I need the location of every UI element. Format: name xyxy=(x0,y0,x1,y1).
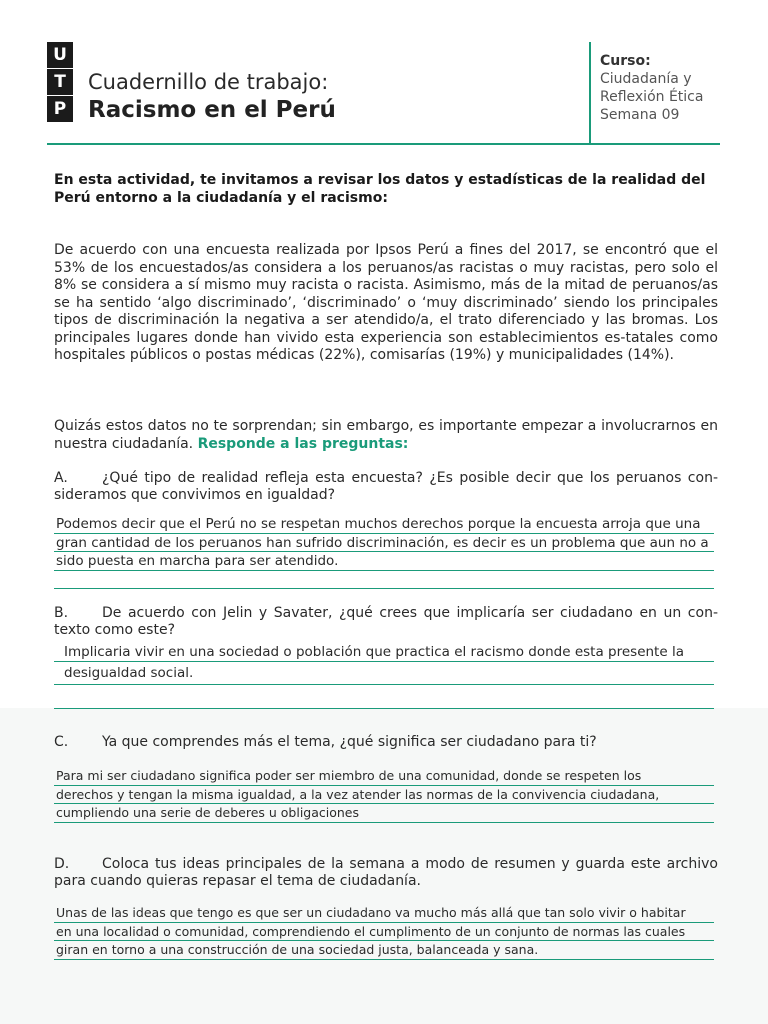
question-text: Ya que comprendes más el tema, ¿qué significa ser ciudadano para ti? xyxy=(102,734,597,750)
question-letter: B. xyxy=(54,605,69,621)
question-letter: C. xyxy=(54,734,69,750)
intro-text: En esta actividad, te invitamos a revisar los datos y estadísticas de la realidad del Perú entorno a la ciudadanía y el racismo: xyxy=(54,172,706,206)
survey-paragraph: De acuerdo con una encuesta realizada por Ipsos Perú a fines del 2017, se encontró que el 53% de los encuestados/as considera a los peruanos/as racistas o muy racistas, pero solo el 8% se considera a sí mismo muy racista o racista. Asimismo, más de la mitad de peruanos/as se ha sentido ‘algo discriminado’, ‘discriminado’ o ‘muy discriminado’ siendo los principales tipos de discriminación la negativa a ser atendido/a, el trato diferenciado y las bromas. Los principales lugares donde han vivido esta experiencia son establecimientos es-tatales como hospitales públicos o postas médicas (22%), comisarías (19%) y municipalidades (14%). xyxy=(54,242,718,363)
answer-line: giran en torno a una construcción de una sociedad justa, balanceada y sana. xyxy=(54,941,714,960)
logo-letter-p: P xyxy=(47,96,73,122)
answer-line: en una localidad o comunidad, comprendiendo el cumplimento de un conjunto de normas las cuales xyxy=(54,923,714,942)
answer-line: desigualdad social. xyxy=(54,662,714,685)
answer-line xyxy=(54,685,714,709)
question-b xyxy=(54,605,718,639)
course-line: Reflexión Ética xyxy=(600,89,704,105)
course-line: Ciudadanía y xyxy=(600,71,692,87)
header-divider-horizontal xyxy=(47,143,720,145)
answer-line: Para mi ser ciudadano significa poder ser miembro de una comunidad, donde se respeten los xyxy=(54,767,714,786)
question-a xyxy=(54,470,718,504)
answer-line: Implicaria vivir en una sociedad o población que practica el racismo donde esta presente la xyxy=(54,643,714,662)
course-line: Semana 09 xyxy=(600,107,680,123)
header-divider-vertical xyxy=(589,42,591,144)
answer-line: cumpliendo una serie de deberes u obligaciones xyxy=(54,804,714,823)
question-c xyxy=(54,734,718,751)
answer-line: sido puesta en marcha para ser atendido. xyxy=(54,552,714,571)
answer-d[interactable] xyxy=(54,904,714,960)
course-label: Curso: xyxy=(600,53,651,69)
course-info xyxy=(600,52,703,124)
answer-line: derechos y tengan la misma igualdad, a la vez atender las normas de la convivencia ciudadana, xyxy=(54,786,714,805)
answer-c[interactable] xyxy=(54,767,714,823)
question-text: Coloca tus ideas principales de la semana a modo de resumen y guarda este archivo para cuando quieras repasar el tema de ciudadanía. xyxy=(54,856,718,889)
question-d xyxy=(54,856,718,890)
logo-letter-t: T xyxy=(47,69,73,95)
answer-a[interactable] xyxy=(54,515,714,589)
answer-line: gran cantidad de los peruanos han sufrido discriminación, es decir es un problema que aun no a xyxy=(54,534,714,553)
question-text: De acuerdo con Jelin y Savater, ¿qué crees que implicaría ser ciudadano en un con-texto como este? xyxy=(54,605,718,638)
answer-line xyxy=(54,571,714,590)
question-letter: D. xyxy=(54,856,70,872)
instructions-text: Quizás estos datos no te sorprendan; sin embargo, es importante empezar a involucrarnos en nuestra ciudadanía. xyxy=(54,418,718,452)
document-title: Racismo en el Perú xyxy=(88,97,336,123)
question-letter: A. xyxy=(54,470,68,486)
question-text: ¿Qué tipo de realidad refleja esta encuesta? ¿Es posible decir que los peruanos con-sideramos que convivimos en igualdad? xyxy=(54,470,718,503)
logo-letter-u: U xyxy=(47,42,73,68)
header-subtitle: Cuadernillo de trabajo: xyxy=(88,70,329,94)
answer-line: Podemos decir que el Perú no se respetan muchos derechos porque la encuesta arroja que una xyxy=(54,515,714,534)
instructions-highlight: Responde a las preguntas: xyxy=(197,435,409,452)
answer-b[interactable] xyxy=(54,643,714,709)
utp-logo xyxy=(47,42,73,123)
answer-line: Unas de las ideas que tengo es que ser un ciudadano va mucho más allá que tan solo vivir o habitar xyxy=(54,904,714,923)
instructions-paragraph xyxy=(54,418,718,453)
